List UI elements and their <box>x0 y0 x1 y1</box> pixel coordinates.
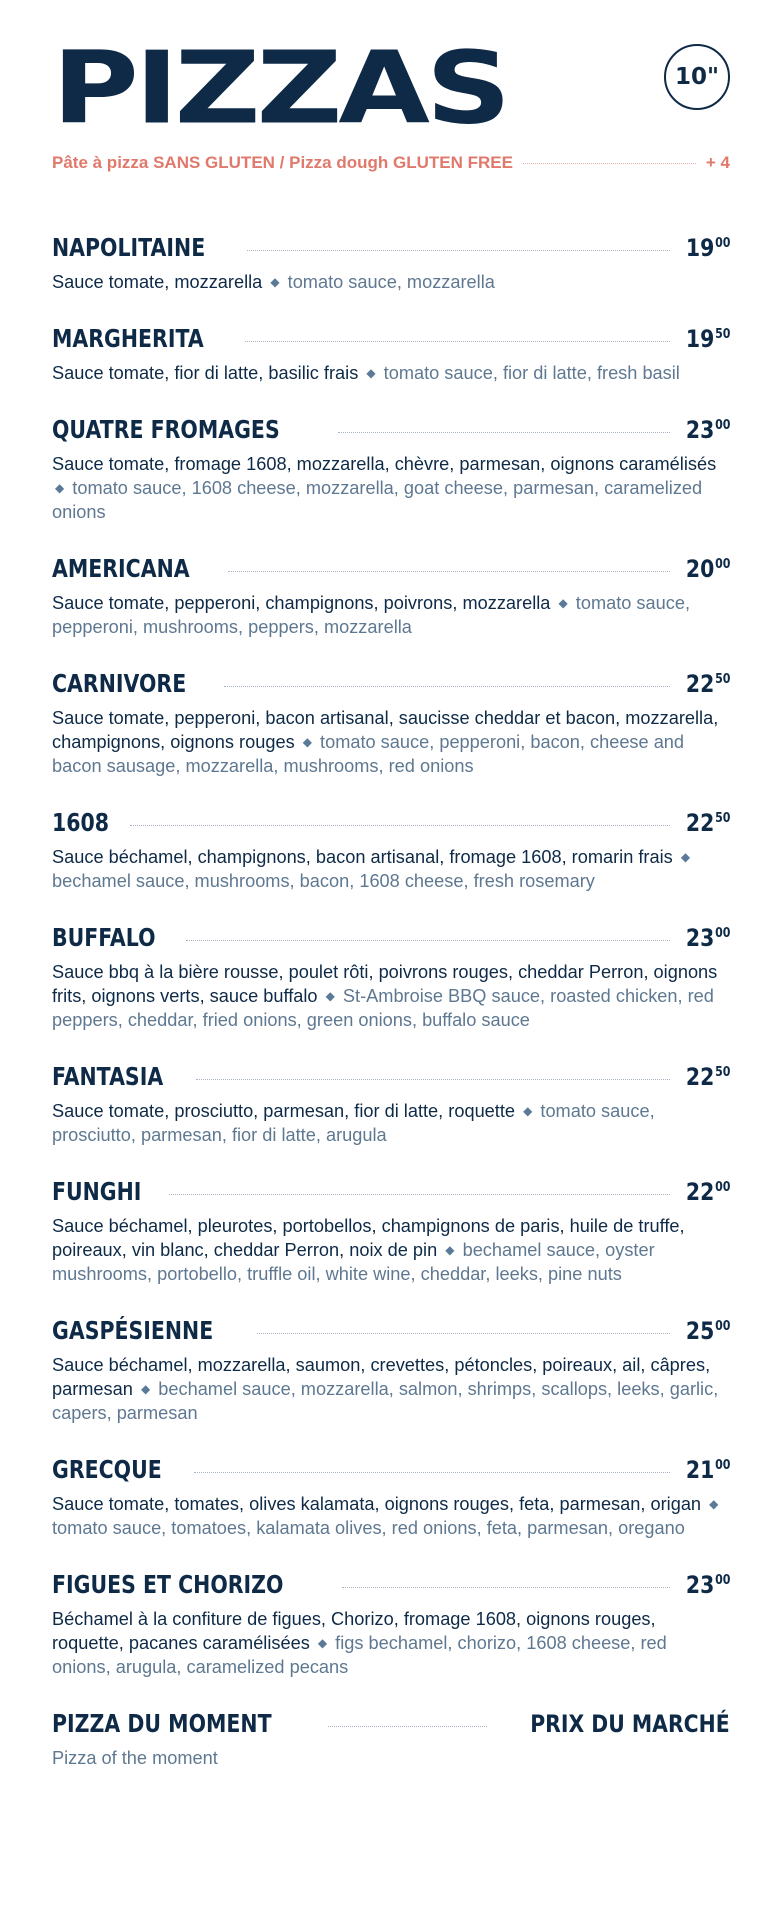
price-cents: 50 <box>714 811 730 826</box>
price-cents: 50 <box>714 672 730 687</box>
menu-item <box>52 808 730 893</box>
description-french: Sauce tomate, fromage 1608, mozzarella, chèvre, parmesan, oignons caramélisés <box>52 454 717 474</box>
price-dollars: 20 <box>685 555 714 583</box>
dotted-leader <box>130 825 670 826</box>
pizza-price <box>685 1317 730 1345</box>
page-title: PIZZAS <box>52 29 508 147</box>
description-french: Sauce tomate, tomates, olives kalamata, oignons rouges, feta, parmesan, origan <box>52 1494 702 1514</box>
menu-item <box>52 669 730 778</box>
diamond-separator-icon: ◆ <box>270 275 280 289</box>
price-dollars: 25 <box>685 1317 714 1345</box>
pizza-name: QUATRE FROMAGES <box>52 415 280 444</box>
price-dollars: 22 <box>685 1178 714 1206</box>
pizza-name: GRECQUE <box>52 1455 162 1484</box>
diamond-separator-icon: ◆ <box>140 1382 151 1396</box>
price-dollars: 22 <box>685 670 714 698</box>
menu-item <box>52 1062 730 1147</box>
description-french: Sauce tomate, pepperoni, bacon artisanal, saucisse cheddar et bacon, mozzarella, champignons, oignons rouges <box>52 708 719 752</box>
description-english: bechamel sauce, mushrooms, bacon, 1608 cheese, fresh rosemary <box>52 871 595 891</box>
description-english: Pizza of the moment <box>52 1748 218 1768</box>
pizza-price <box>685 809 730 837</box>
dotted-leader <box>224 686 670 687</box>
diamond-separator-icon: ◆ <box>680 850 691 864</box>
description-french: Sauce tomate, prosciutto, parmesan, fior di latte, roquette <box>52 1101 516 1121</box>
menu-item <box>52 415 730 524</box>
pizza-name: NAPOLITAINE <box>52 233 206 262</box>
description-french: Sauce tomate, fior di latte, basilic frais <box>52 363 359 383</box>
pizza-price <box>685 555 730 583</box>
dotted-leader <box>338 432 670 433</box>
price-dollars: 23 <box>685 1571 714 1599</box>
pizza-name: FUNGHI <box>52 1177 142 1206</box>
price-dollars: 22 <box>685 809 714 837</box>
menu-item <box>52 554 730 639</box>
description-english: tomato sauce, tomatoes, kalamata olives, red onions, feta, parmesan, oregano <box>52 1518 685 1538</box>
menu-item-header <box>52 1709 730 1743</box>
gluten-free-label: Pâte à pizza SANS GLUTEN / Pizza dough GLUTEN FREE <box>52 153 513 172</box>
dotted-leader <box>342 1587 669 1588</box>
menu-item-header <box>52 1570 730 1604</box>
pizza-name: 1608 <box>52 808 110 837</box>
price-cents: 50 <box>714 327 730 342</box>
menu-item-header <box>52 1062 730 1096</box>
price-dollars: 23 <box>685 924 714 952</box>
pizza-description <box>52 452 730 524</box>
menu-item-header <box>52 415 730 449</box>
pizza-name: PIZZA DU MOMENT <box>52 1709 272 1738</box>
pizza-description <box>52 270 730 294</box>
dotted-leader <box>186 940 669 941</box>
price-dollars: 19 <box>685 325 714 353</box>
description-english: tomato sauce, fior di latte, fresh basil <box>383 363 680 383</box>
description-french: Sauce béchamel, champignons, bacon artisanal, fromage 1608, romarin frais <box>52 847 673 867</box>
price-dollars: 22 <box>685 1063 714 1091</box>
menu-item <box>52 233 730 294</box>
dotted-leader <box>257 1333 670 1334</box>
pizza-description <box>52 845 730 893</box>
pizza-price <box>685 1456 730 1484</box>
price-cents: 00 <box>714 557 730 572</box>
size-badge: 10" <box>664 44 730 110</box>
description-english: bechamel sauce, mozzarella, salmon, shrimps, scallops, leeks, garlic, capers, parmesan <box>52 1379 719 1423</box>
description-french: Béchamel à la confiture de figues, Chorizo, fromage 1608, oignons rouges, roquette, pacanes caramélisées <box>52 1609 656 1653</box>
price-cents: 50 <box>714 1065 730 1080</box>
menu-item-header <box>52 1455 730 1489</box>
gluten-free-option <box>52 153 730 173</box>
pizza-name: AMERICANA <box>52 554 190 583</box>
pizza-name: FIGUES ET CHORIZO <box>52 1570 284 1599</box>
description-english: St-Ambroise BBQ sauce, roasted chicken, red peppers, cheddar, fried onions, green onions, buffalo sauce <box>52 986 714 1030</box>
pizza-price <box>685 670 730 698</box>
dotted-leader <box>169 1194 669 1195</box>
pizza-name: CARNIVORE <box>52 669 187 698</box>
price-cents: 00 <box>714 1319 730 1334</box>
pizza-price <box>685 1178 730 1206</box>
pizza-description <box>52 706 730 778</box>
description-french: Sauce béchamel, mozzarella, saumon, crevettes, pétoncles, poireaux, ail, câpres, parmesan <box>52 1355 711 1399</box>
menu-item-header <box>52 669 730 703</box>
pizza-price <box>685 1063 730 1091</box>
diamond-separator-icon: ◆ <box>523 1104 533 1118</box>
menu-item <box>52 1570 730 1679</box>
menu-item <box>52 1455 730 1540</box>
gluten-free-price: + 4 <box>705 153 730 172</box>
price-cents: 00 <box>714 418 730 433</box>
menu-item-header <box>52 233 730 267</box>
pizza-name: FANTASIA <box>52 1062 164 1091</box>
description-french: Sauce tomate, mozzarella <box>52 272 263 292</box>
pizza-price: PRIX DU MARCHÉ <box>530 1710 730 1738</box>
price-cents: 00 <box>714 1180 730 1195</box>
diamond-separator-icon: ◆ <box>709 1497 719 1511</box>
pizza-description <box>52 591 730 639</box>
price-cents: 00 <box>714 926 730 941</box>
pizza-description <box>52 1607 730 1679</box>
diamond-separator-icon: ◆ <box>445 1243 455 1257</box>
dotted-leader <box>228 571 670 572</box>
pizza-description <box>52 960 730 1032</box>
pizza-name: MARGHERITA <box>52 324 204 353</box>
price-dollars: 23 <box>685 416 714 444</box>
pizza-description <box>52 1492 730 1540</box>
pizza-description <box>52 1746 730 1770</box>
pizza-price <box>685 234 730 262</box>
description-english: bechamel sauce, oyster mushrooms, portobello, truffle oil, white wine, cheddar, leeks, pine nuts <box>52 1240 655 1284</box>
menu-item <box>52 324 730 385</box>
description-french: Sauce tomate, pepperoni, champignons, poivrons, mozzarella <box>52 593 551 613</box>
pizza-price <box>685 325 730 353</box>
menu-item-header <box>52 554 730 588</box>
diamond-separator-icon: ◆ <box>55 481 65 495</box>
pizza-price <box>685 416 730 444</box>
pizza-description <box>52 1214 730 1286</box>
menu-item-header <box>52 1177 730 1211</box>
description-english: tomato sauce, pepperoni, mushrooms, peppers, mozzarella <box>52 593 691 637</box>
pizza-name: GASPÉSIENNE <box>52 1316 214 1345</box>
menu-item <box>52 1709 730 1770</box>
dotted-leader <box>523 163 696 164</box>
menu-item <box>52 923 730 1032</box>
description-french: Sauce bbq à la bière rousse, poulet rôti, poivrons rouges, cheddar Perron, oignons frits, oignons verts, sauce buffalo <box>52 962 718 1006</box>
menu-item-header <box>52 324 730 358</box>
diamond-separator-icon: ◆ <box>558 596 568 610</box>
menu-item-header <box>52 923 730 957</box>
pizza-list <box>52 233 730 1800</box>
menu-item <box>52 1316 730 1425</box>
description-english: tomato sauce, prosciutto, parmesan, fior di latte, arugula <box>52 1101 655 1145</box>
menu-item <box>52 1177 730 1286</box>
price-cents: 00 <box>714 1458 730 1473</box>
diamond-separator-icon: ◆ <box>302 735 312 749</box>
menu-item-header <box>52 1316 730 1350</box>
description-english: tomato sauce, mozzarella <box>287 272 495 292</box>
price-cents: 00 <box>714 236 730 251</box>
dotted-leader <box>194 1472 670 1473</box>
menu-item-header <box>52 808 730 842</box>
pizza-description <box>52 1099 730 1147</box>
pizza-description <box>52 361 730 385</box>
description-french: Sauce béchamel, pleurotes, portobellos, champignons de paris, huile de truffe, poireaux, vin blanc, cheddar Perron, noix de pin <box>52 1216 685 1260</box>
dotted-leader <box>247 250 670 251</box>
price-dollars: 21 <box>685 1456 714 1484</box>
diamond-separator-icon: ◆ <box>366 366 376 380</box>
diamond-separator-icon: ◆ <box>325 989 335 1003</box>
dotted-leader <box>196 1079 670 1080</box>
description-english: tomato sauce, pepperoni, bacon, cheese and bacon sausage, mozzarella, mushrooms, red onions <box>52 732 685 776</box>
price-dollars: 19 <box>685 234 714 262</box>
dotted-leader <box>245 341 669 342</box>
description-english: tomato sauce, 1608 cheese, mozzarella, goat cheese, parmesan, caramelized onions <box>52 478 703 522</box>
price-cents: 00 <box>714 1573 730 1588</box>
pizza-price <box>685 1571 730 1599</box>
pizza-name: BUFFALO <box>52 923 156 952</box>
pizza-price <box>685 924 730 952</box>
pizza-description <box>52 1353 730 1425</box>
diamond-separator-icon: ◆ <box>317 1636 328 1650</box>
dotted-leader <box>328 1726 488 1727</box>
description-english: figs bechamel, chorizo, 1608 cheese, red onions, arugula, caramelized pecans <box>52 1633 667 1677</box>
